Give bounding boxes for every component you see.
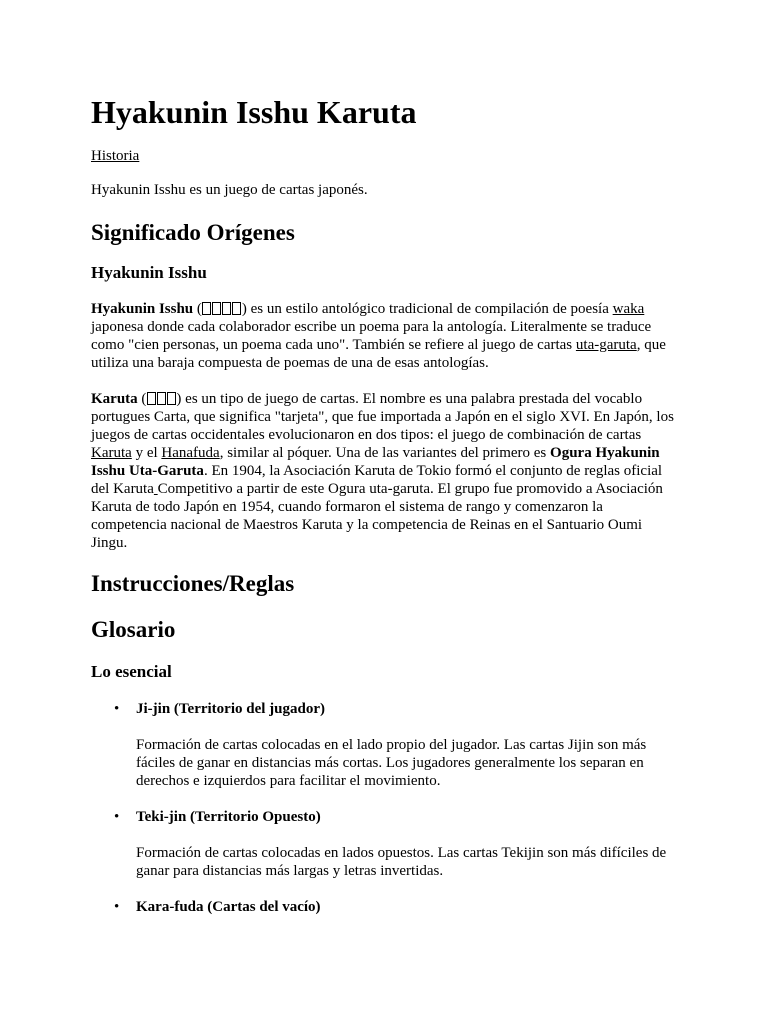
text-fragment: japonesa donde cada colaborador escribe un poema para la antología. Literalmente se traduce como "cien personas, un poema cada uno". También se refiere al juego de cartas <box>91 319 652 353</box>
text-fragment: ) es un estilo antológico tradicional de compilación de poesía <box>241 301 613 317</box>
paragraph-karuta <box>91 390 678 552</box>
karuta-link[interactable]: Karuta <box>91 445 132 461</box>
glossary-list <box>91 700 678 916</box>
cjk-glyphs <box>146 390 176 408</box>
bold-term: Hyakunin Isshu <box>91 301 194 317</box>
bullet-icon: • <box>114 809 120 825</box>
subsection-heading-hyakunin: Hyakunin Isshu <box>91 263 207 282</box>
glossary-description: Formación de cartas colocadas en el lado propio del jugador. Las cartas Jijin son más fáciles de ganar en distancias más cortas. Los jugadores generalmente los separan en derechos e izquierdos para facilitar el movimiento. <box>136 737 647 789</box>
text-fragment: ( <box>193 301 202 317</box>
text-fragment: ) es un tipo de juego de cartas. El nombre es una palabra prestada del vocablo portugues Carta, que significa "tarjeta", que fue importada a Japón en el siglo XVI. En Japón, los juegos de cartas occidentales evolucionaron en dos tipos: el juego de combinación de cartas <box>91 391 674 443</box>
section-heading-glosario: Glosario <box>91 617 176 642</box>
list-item <box>114 898 678 916</box>
glossary-description: Formación de cartas colocadas en lados opuestos. Las cartas Tekijin son más difíciles de ganar para distancias más largas y letras invertidas. <box>136 845 667 879</box>
hanafuda-link[interactable]: Hanafuda <box>161 445 220 461</box>
bullet-icon: • <box>114 701 120 717</box>
page-title: Hyakunin Isshu Karuta <box>91 94 417 130</box>
paragraph-hyakunin-isshu <box>91 300 678 372</box>
text-fragment: Competitivo a partir de este Ogura uta-garuta. El grupo fue promovido a Asociación Karuta de todo Japón en 1954, cuando formaron el sistema de rango y comenzaron la competencia nacional de Maestros Karuta y la competencia de Reinas en el Santuario Oumi Jingu. <box>91 481 663 551</box>
cjk-glyphs <box>202 300 242 318</box>
bold-term: Karuta <box>91 391 138 407</box>
text-fragment: y el <box>131 445 162 461</box>
uta-garuta-link[interactable]: uta-garuta <box>575 337 637 353</box>
glossary-term: Kara-fuda (Cartas del vacío) <box>136 899 321 915</box>
intro-paragraph: Hyakunin Isshu es un juego de cartas japonés. <box>91 182 368 198</box>
glossary-term: Teki-jin (Territorio Opuesto) <box>136 809 321 825</box>
list-item <box>114 808 678 880</box>
bullet-icon: • <box>114 899 120 915</box>
text-fragment: , similar al póquer. Una de las variantes del primero es <box>219 445 551 461</box>
bold-ogura: Ogura Hyakunin Isshu Uta-Garuta <box>91 445 660 479</box>
section-heading-instrucciones: Instrucciones/Reglas <box>91 571 295 596</box>
glossary-term: Ji-jin (Territorio del jugador) <box>136 701 326 717</box>
waka-link[interactable]: waka <box>612 301 645 317</box>
list-item <box>114 700 678 790</box>
text-fragment: . En 1904, la Asociación Karuta de Tokio formó el conjunto de reglas oficial del Karuta <box>91 463 663 497</box>
subsection-heading-esencial: Lo esencial <box>91 662 172 681</box>
text-fragment: ( <box>137 391 147 407</box>
section-heading-significado: Significado Orígenes <box>91 220 295 245</box>
historia-link[interactable]: Historia <box>91 148 140 164</box>
text-fragment: , que utiliza una baraja compuesta de poemas de una de esas antologías. <box>91 337 666 371</box>
